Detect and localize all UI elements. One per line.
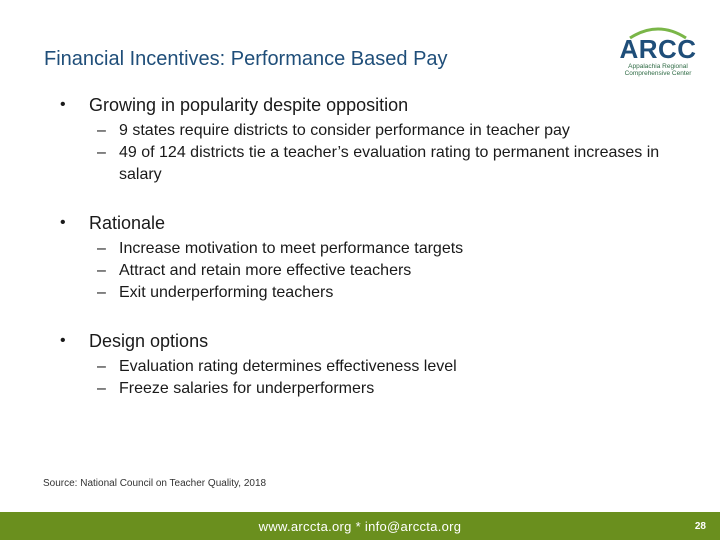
section-rationale <box>60 212 680 304</box>
list-item <box>60 238 680 260</box>
list-item <box>60 260 680 282</box>
section-heading-text: Growing in popularity despite opposition <box>89 95 409 115</box>
dash-icon: – <box>97 144 106 161</box>
list-item-text: Increase motivation to meet performance targets <box>119 240 464 257</box>
list-item <box>60 378 680 400</box>
footer-bar <box>0 512 720 540</box>
dash-icon: – <box>97 240 106 257</box>
dash-icon: – <box>97 284 106 301</box>
section-heading <box>60 330 680 352</box>
logo-subtitle-line1: Appalachia Regional <box>628 63 688 70</box>
page-title: Financial Incentives: Performance Based Pay <box>44 48 448 70</box>
sub-list <box>60 120 680 186</box>
section-design-options <box>60 330 680 400</box>
section-heading-text: Design options <box>89 331 209 351</box>
list-item-text: Freeze salaries for underperformers <box>119 380 375 397</box>
list-item-text: Attract and retain more effective teachers <box>119 262 412 279</box>
list-item-text: 49 of 124 districts tie a teacher’s evaluation rating to permanent increases in salary <box>119 144 660 183</box>
list-item <box>60 356 680 378</box>
section-heading <box>60 94 680 116</box>
logo-name: ARCC <box>619 34 697 64</box>
section-heading <box>60 212 680 234</box>
bullet-icon: • <box>60 214 66 231</box>
list-item <box>60 282 680 304</box>
logo-subtitle-line2: Comprehensive Center <box>624 70 692 77</box>
bullet-icon: • <box>60 332 66 349</box>
arcc-logo <box>612 22 704 78</box>
bullet-icon: • <box>60 96 66 113</box>
page-number: 28 <box>694 521 706 532</box>
dash-icon: – <box>97 358 106 375</box>
list-item-text: Exit underperforming teachers <box>119 284 334 301</box>
sub-list <box>60 356 680 400</box>
list-item-text: Evaluation rating determines effectiveness level <box>119 358 457 375</box>
source-citation: Source: National Council on Teacher Quality, 2018 <box>43 478 267 489</box>
section-popularity <box>60 94 680 186</box>
sub-list <box>60 238 680 304</box>
footer-contact: www.arccta.org * info@arccta.org <box>258 519 462 534</box>
list-item <box>60 120 680 142</box>
bullet-list <box>60 94 680 426</box>
list-item <box>60 142 680 186</box>
dash-icon: – <box>97 122 106 139</box>
list-item-text: 9 states require districts to consider performance in teacher pay <box>119 122 570 139</box>
dash-icon: – <box>97 380 106 397</box>
section-heading-text: Rationale <box>89 213 166 233</box>
dash-icon: – <box>97 262 106 279</box>
